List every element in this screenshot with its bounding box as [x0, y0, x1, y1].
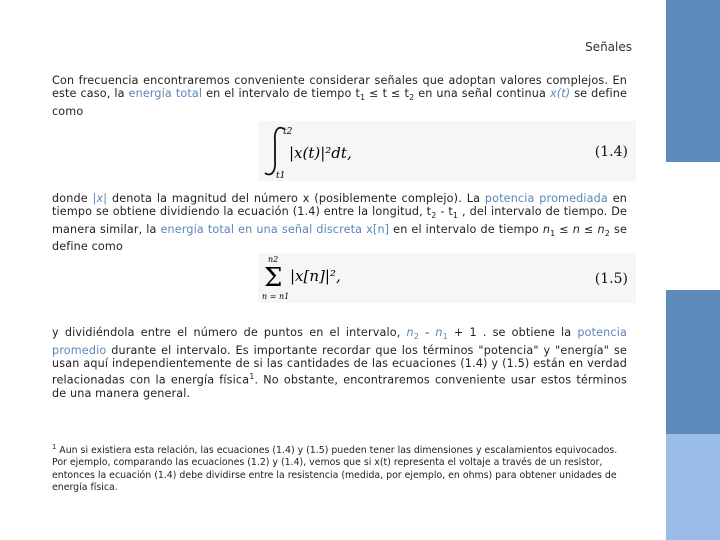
sidebar-block-white: [666, 162, 720, 290]
sidebar-block-top: [666, 0, 720, 162]
footnote-reference[interactable]: 1: [249, 372, 255, 382]
term-energia-discreta: energía total en una señal discreta x[n]: [160, 222, 390, 236]
paragraph-average-power: y dividiéndola entre el número de puntos en el intervalo, $n_2 - n_1 + 1$ . se obtiene la potencia promedio durante el intervalo. Es importante recordar que los términos "potencia" y "energía" se usan aquí independientemente de si las cantidades de las ecuaciones (1.4) y (1.5) están en verdad relacionadas con la energía física$^1$. No obstante, encontraremos conveniente usar estos términos de una manera general.: [52, 326, 627, 401]
integral-body: |x(t)|²dt,: [289, 144, 352, 162]
sidebar-block-middle: [666, 290, 720, 434]
sum-body: |x[n]|²,: [290, 267, 341, 285]
term-energia-total: energía total: [128, 87, 203, 101]
integral-sign-icon: [265, 128, 284, 175]
equation-1-5: [258, 253, 636, 303]
summation-formula: [258, 253, 558, 303]
term-potencia-promediada: potencia promediada: [484, 192, 608, 205]
paragraph-magnitude: donde |x| denota la magnitud del número x (posiblemente complejo). La potencia promediada en tiempo se obtiene dividiendo la ecuación (1.4) entre la longitud, $t_2 - t_1$ , del intervalo de tiempo. De manera similar, la energía total en una señal discreta x[n] en el intervalo de tiempo $n_1 \le n \le n_2$ se define como: [52, 192, 628, 254]
equation-number: (1.4): [594, 144, 628, 160]
sidebar-block-bottom: [666, 434, 720, 540]
equation-number: (1.5): [594, 271, 628, 287]
term-x-t: x(t): [549, 87, 571, 101]
page-title: Señales: [585, 40, 632, 54]
paragraph-intro: Con frecuencia encontraremos conveniente considerar señales que adoptan valores complejos. En este caso, la energía total en el intervalo de tiempo $t_1 \le t \le t_2$ en una señal continua x(t) se define como: [52, 74, 628, 118]
integral-upper-limit: t2: [283, 127, 293, 137]
equation-1-4: [258, 121, 636, 181]
footnote-mark: 1: [52, 443, 57, 451]
decorative-sidebar: [666, 0, 720, 540]
sigma-icon: Σ: [264, 263, 283, 293]
integral-formula: [258, 121, 558, 181]
footnote: $^1$ Aun si existiera esta relación, las ecuaciones (1.4) y (1.5) pueden tener las dimensiones y escalamientos equivocados. Por ejemplo, comparando las ecuaciones (1.2) y (1.4), vemos que si x(t) representa el voltaje a través de un resistor, entonces la ecuación (1.4) debe dividirse entre la resistencia (medida, por ejemplo, en ohms) para obtener unidades de energía física.: [52, 443, 618, 493]
term-potencia-promedio: potencia promedio: [52, 326, 627, 357]
term-magnitude: |x|: [92, 192, 108, 205]
integral-lower-limit: t1: [276, 171, 286, 181]
sum-lower-limit: n = n1: [262, 292, 290, 301]
sum-upper-limit: n2: [268, 255, 279, 264]
